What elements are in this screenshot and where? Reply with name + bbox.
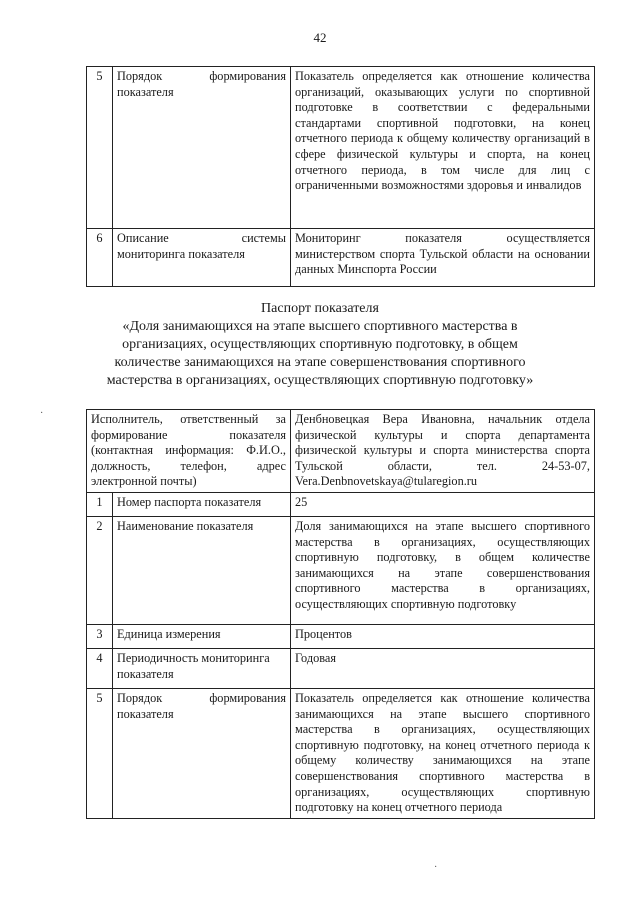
row-label: Порядок формирования показателя [113, 67, 291, 229]
page-number: 42 [313, 30, 327, 45]
row-number: 1 [87, 492, 113, 516]
passport-subtitle: «Доля занимающихся на этапе высшего спортивного мастерства в организациях, осуществляющих спортивную подготовку, в общем количестве занимающихся на этапе совершенствования спортивного мастерства в организациях, осуществляющих спортивную подготовку» [106, 319, 534, 388]
row-number: 6 [87, 229, 113, 287]
row-label: Наименование показателя [113, 516, 291, 624]
executor-label: Исполнитель, ответственный за формирование показателя (контактная информация: Ф.И.О., должность, телефон, адрес электронной почты) [87, 410, 291, 493]
table-row [87, 688, 595, 818]
row-label: Порядок формирования показателя [113, 688, 291, 818]
executor-info: Денбновецкая Вера Ивановна, начальник отдела физической культуры и спорта департамента физической культуры и спорта министерства спорта Тульской области, тел. 24-53-07, Vera.Denbnovetskaya@tularegion.ru [291, 410, 595, 493]
passport-heading [96, 300, 544, 390]
row-value: Мониторинг показателя осуществляется министерством спорта Тульской области на основании данных Минспорта России [291, 229, 595, 287]
row-number: 5 [87, 688, 113, 818]
table-row [87, 229, 595, 287]
passport-table [86, 409, 595, 819]
row-number: 2 [87, 516, 113, 624]
row-value: Показатель определяется как отношение количества занимающихся на этапе высшего спортивного мастерства в организациях, осуществляющих спортивную подготовку, на конец отчетного периода к общему количеству занимающихся на этапе совершенствования спортивного мастерства в организациях, осуществляющих спортивную подготовку на конец отчетного периода [291, 688, 595, 818]
row-value: 25 [291, 492, 595, 516]
row-value: Доля занимающихся на этапе высшего спортивного мастерства в организациях, осуществляющих спортивную подготовку, в общем количестве занимающихся на этапе совершенствования спортивного мастерства в организациях, осуществляющих спортивную подготовку [291, 516, 595, 624]
table-row [87, 624, 595, 648]
passport-title: Паспорт показателя [261, 301, 379, 316]
table-row [87, 492, 595, 516]
scan-mark: · [434, 862, 438, 873]
row-label: Периодичность мониторинга показателя [113, 648, 291, 688]
table-row [87, 516, 595, 624]
row-value: Процентов [291, 624, 595, 648]
table-row [87, 410, 595, 493]
row-label: Номер паспорта показателя [113, 492, 291, 516]
row-number: 5 [87, 67, 113, 229]
row-number: 4 [87, 648, 113, 688]
row-value: Годовая [291, 648, 595, 688]
table-row [87, 67, 595, 229]
row-label: Единица измерения [113, 624, 291, 648]
row-label: Описание системы мониторинга показателя [113, 229, 291, 287]
row-value: Показатель определяется как отношение количества организаций, оказывающих услуги по спортивной подготовке в соответствии с федеральными стандартами спортивной подготовки, на конец отчетного периода к общему количеству организаций в сфере физической культуры и спорта, на конец отчетного периода, в том числе для лиц с ограниченными возможностями здоровья и инвалидов [291, 67, 595, 229]
scan-mark: · [40, 408, 44, 419]
row-number: 3 [87, 624, 113, 648]
table-row [87, 648, 595, 688]
indicator-table-continued [86, 66, 595, 287]
